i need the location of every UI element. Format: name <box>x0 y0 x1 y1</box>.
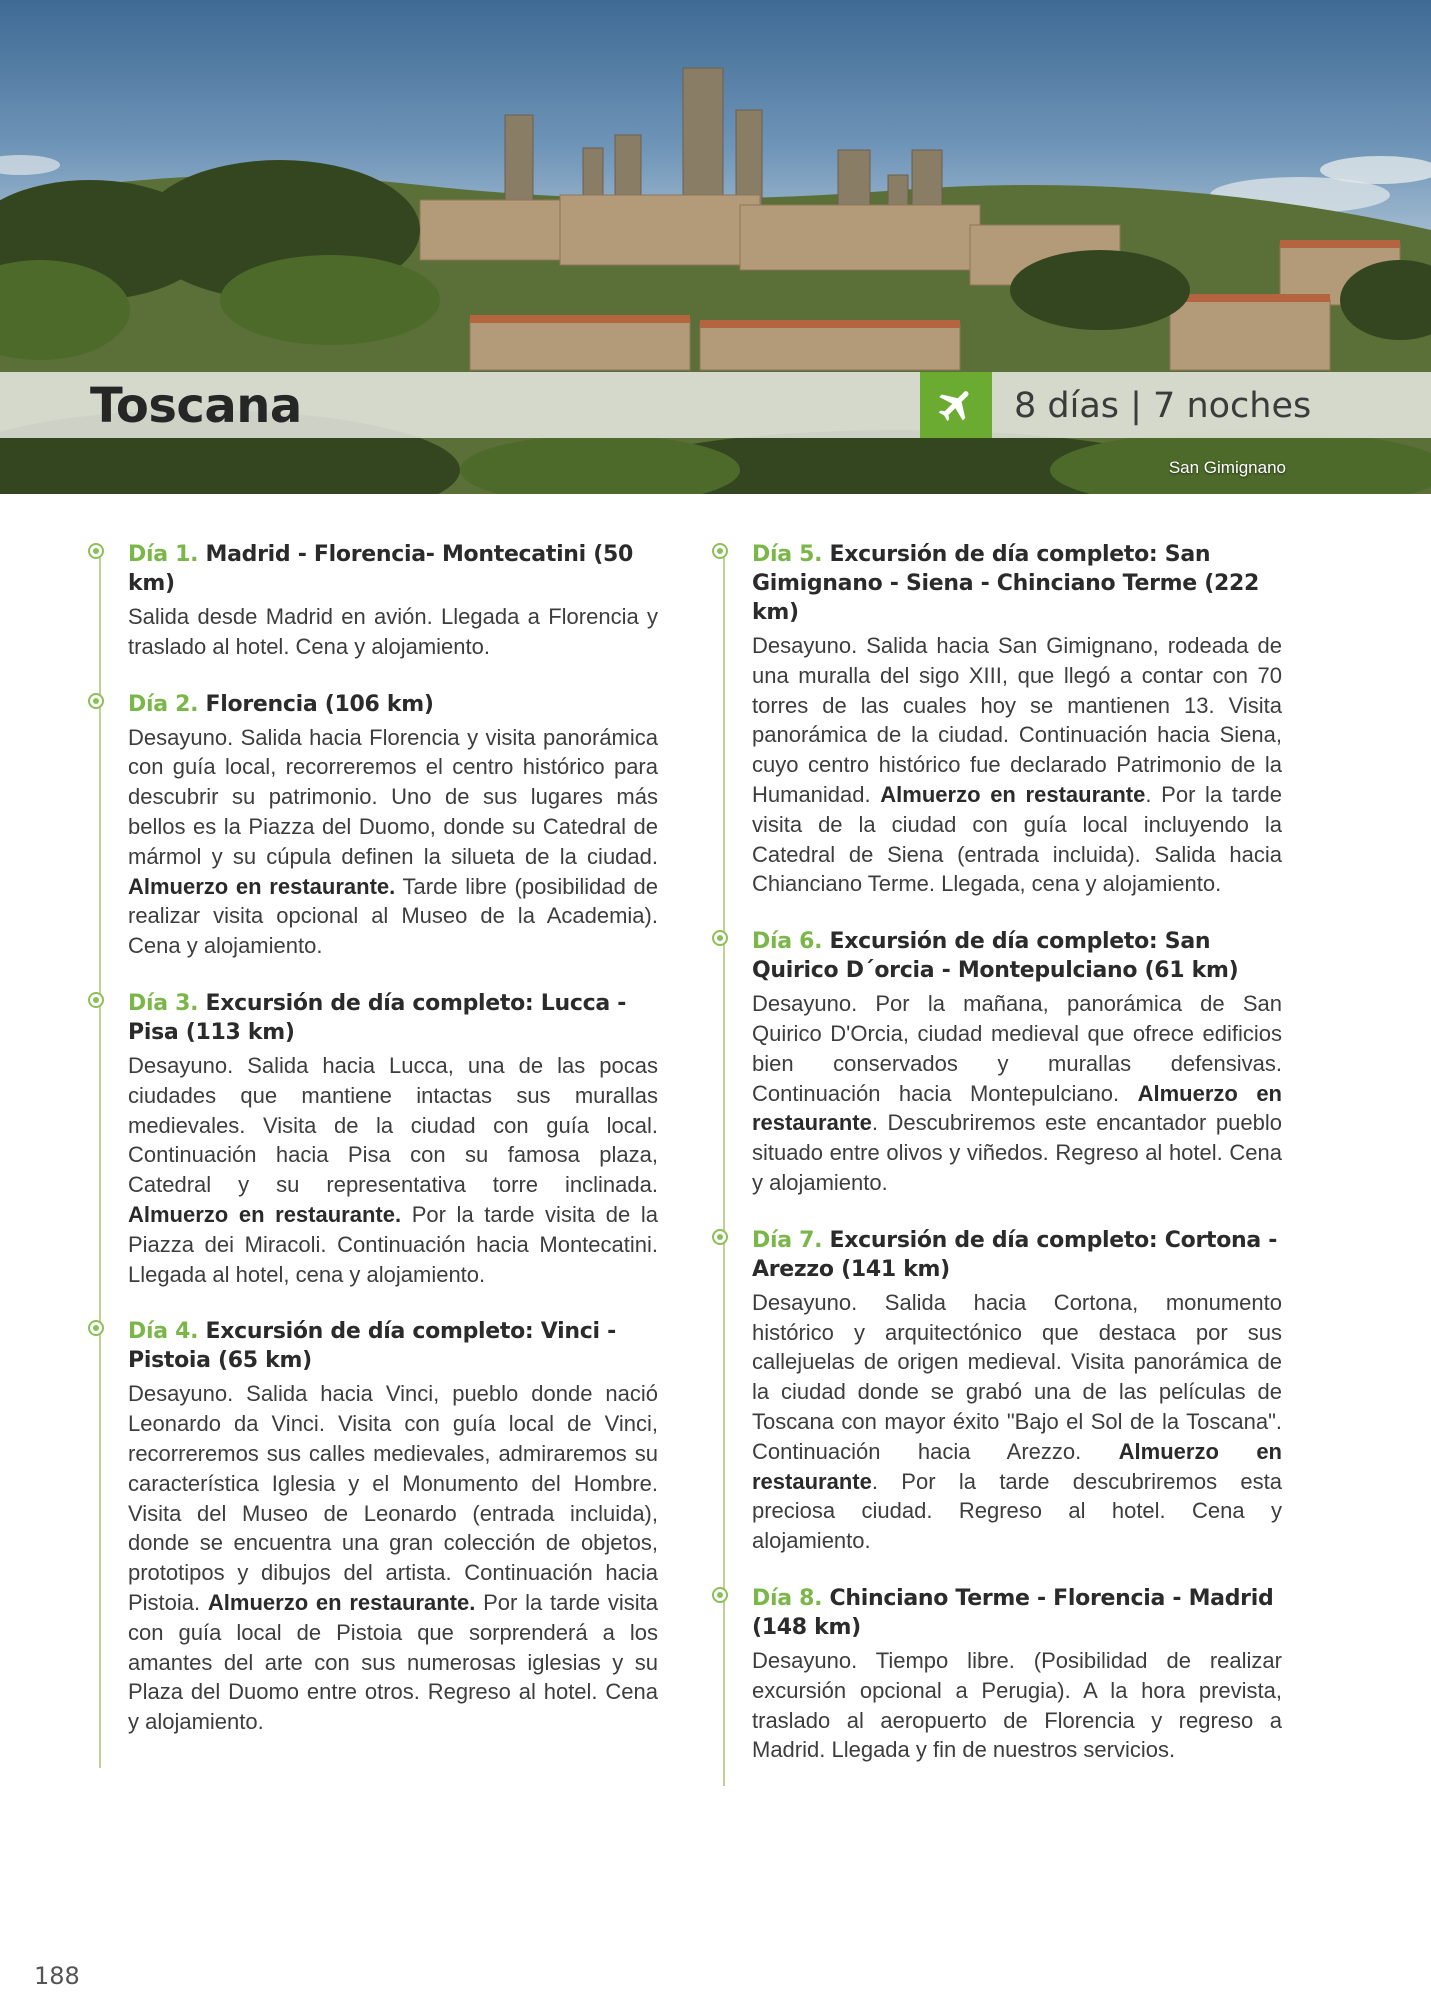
itinerary-left-column <box>88 540 658 1765</box>
trip-duration: 8 días | 7 noches <box>1014 386 1312 426</box>
day-title: Florencia (106 km) <box>205 691 434 717</box>
day-1 <box>88 540 658 662</box>
day-heading <box>128 690 658 719</box>
day-heading <box>128 540 658 598</box>
day-number: Día 1. <box>128 542 199 567</box>
page-title: Toscana <box>90 378 302 434</box>
timeline-dot-icon <box>88 693 104 709</box>
day-5 <box>712 540 1282 899</box>
timeline-dot-icon <box>88 1320 104 1336</box>
day-6 <box>712 927 1282 1198</box>
timeline-dot-icon <box>88 992 104 1008</box>
day-description: Desayuno. Por la mañana, panorámica de San Quirico D'Orcia, ciudad medieval que ofrece edificios bien conservados y murallas defensivas. Continuación hacia Montepulciano. Almuerzo en restaurante. Descubriremos este encantador pueblo situado entre olivos y viñedos. Regreso al hotel. Cena y alojamiento. <box>752 991 1282 1195</box>
day-7 <box>712 1226 1282 1556</box>
day-title: Madrid - Florencia- Montecatini (50 km) <box>128 542 634 596</box>
day-heading <box>752 927 1282 985</box>
day-title: Excursión de día completo: San Quirico D´orcia - Montepulciano (61 km) <box>752 929 1239 984</box>
day-8 <box>712 1584 1282 1765</box>
timeline-dot-icon <box>712 1229 728 1245</box>
page-number: 188 <box>34 1962 80 1990</box>
day-4 <box>88 1317 658 1737</box>
timeline-dot-icon <box>712 930 728 946</box>
day-3 <box>88 989 658 1289</box>
timeline-dot-icon <box>712 543 728 559</box>
day-heading <box>752 540 1282 627</box>
day-description: Desayuno. Salida hacia Lucca, una de las pocas ciudades que mantiene intactas sus murallas medievales. Visita de la ciudad con guía local. Continuación hacia Pisa con su famosa plaza, Catedral y su representativa torre inclinada. Almuerzo en restaurante. Por la tarde visita de la Piazza dei Miracoli. Continuación hacia Montecatini. Llegada al hotel, cena y alojamiento. <box>128 1052 658 1287</box>
day-description: Salida desde Madrid en avión. Llegada a Florencia y traslado al hotel. Cena y alojamiento. <box>128 604 658 659</box>
day-number: Día 3. <box>128 990 199 1016</box>
day-title: Excursión de día completo: San Gimignano - Siena - Chinciano Terme (222 km) <box>752 542 1260 625</box>
day-description: Desayuno. Tiempo libre. (Posibilidad de realizar excursión opcional a Perugia). A la hora prevista, traslado al aeropuerto de Florencia y regreso a Madrid. Llegada y fin de nuestros servicios. <box>752 1647 1282 1763</box>
day-description: Desayuno. Salida hacia San Gimignano, rodeada de una muralla del sigo XIII, que llegó a contar con 70 torres de las cuales hoy se mantienen 13. Visita panorámica de la ciudad. Continuación hacia Siena, cuyo centro histórico fue declarado Patrimonio de la Humanidad. Almuerzo en restaurante. Por la tarde visita de la ciudad con guía local incluyendo la Catedral de Siena (entrada incluida). Salida hacia Chianciano Terme. Llegada, cena y alojamiento. <box>752 633 1282 897</box>
day-2 <box>88 690 658 961</box>
day-heading <box>752 1226 1282 1284</box>
day-heading <box>128 989 658 1047</box>
day-description: Desayuno. Salida hacia Florencia y visita panorámica con guía local, recorreremos el centro histórico para descubrir su patrimonio. Uno de sus lugares más bellos es la Piazza del Duomo, donde su Catedral de mármol y su cúpula definen la silueta de la ciudad. Almuerzo en restaurante. Tarde libre (posibilidad de realizar visita opcional al Museo de la Academia). Cena y alojamiento. <box>128 724 658 959</box>
day-number: Día 7. <box>752 1227 823 1253</box>
day-description: Desayuno. Salida hacia Cortona, monumento histórico y arquitectónico que destaca por sus callejuelas de origen medieval. Visita panorámica de la ciudad donde se grabó una de las películas de Toscana con mayor éxito "Bajo el Sol de la Toscana". Continuación hacia Arezzo. Almuerzo en restaurante. Por la tarde descubriremos esta preciosa ciudad. Regreso al hotel. Cena y alojamiento. <box>752 1289 1282 1554</box>
day-number: Día 4. <box>128 1319 199 1345</box>
day-description: Desayuno. Salida hacia Vinci, pueblo donde nació Leonardo da Vinci. Visita con guía local de Vinci, recorreremos sus calles medievales, admiraremos su característica Iglesia y el Monumento del Hombre. Visita del Museo de Leonardo (entrada incluida), donde se encuentra una gran colección de objetos, prototipos y dibujos del artista. Continuación hacia Pistoia. Almuerzo en restaurante. Por la tarde visita con guía local de Pistoia que sorprenderá a los amantes del arte con sus numerosas iglesias y su Plaza del Duomo entre otros. Regreso al hotel. Cena y alojamiento. <box>128 1381 659 1735</box>
day-title: Chinciano Terme - Florencia - Madrid (148 km) <box>752 1585 1274 1640</box>
day-number: Día 6. <box>752 929 823 955</box>
day-number: Día 8. <box>752 1585 823 1611</box>
day-number: Día 5. <box>752 542 823 567</box>
photo-caption: San Gimignano <box>1168 458 1286 477</box>
flight-badge <box>920 372 992 438</box>
timeline-dot-icon <box>88 543 104 559</box>
day-heading <box>128 1317 658 1375</box>
airplane-icon <box>935 384 977 426</box>
day-number: Día 2. <box>128 691 199 717</box>
day-heading <box>752 1584 1282 1642</box>
day-title: Excursión de día completo: Vinci - Pistoia (65 km) <box>128 1319 616 1374</box>
itinerary-right-column <box>712 540 1282 1793</box>
day-title: Excursión de día completo: Lucca - Pisa (113 km) <box>128 990 627 1045</box>
day-title: Excursión de día completo: Cortona - Arezzo (141 km) <box>752 1227 1278 1282</box>
timeline-dot-icon <box>712 1587 728 1603</box>
